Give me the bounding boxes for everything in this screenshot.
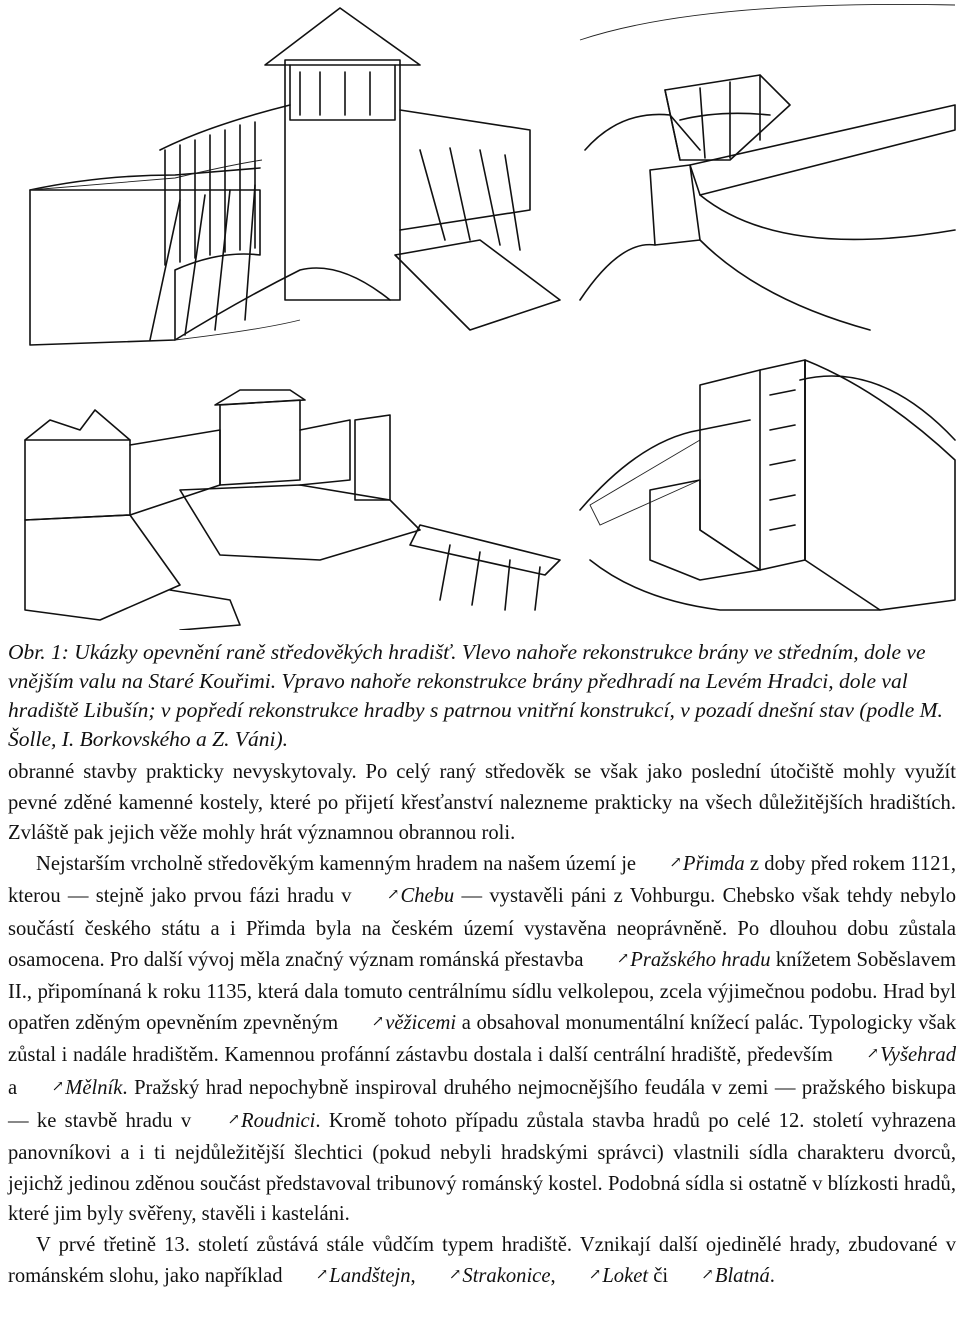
paragraph-2-text-8: . Kromě tohoto případu zůstala stavba hradů po celé 12. století vyhrazena panovníkovi a i ti nejdůležitější šlechtici (pokud nebyli hradskými správci) vlastnili sídla charakteru dvorců, jejichž jedinou zděnou součást představoval tribunový románský kostel. Podobná sídla si ostatně v blízkosti hradů, které jim byly svěřeny, stavěli i kasteláni.	[8, 1109, 956, 1226]
illustration-bottom-right	[580, 360, 955, 610]
paragraph-2-text-1: Nejstarším vrcholně středověkým kamenným hradem na našem území je	[36, 852, 642, 875]
cross-reference-loket[interactable]: Loket	[602, 1264, 649, 1287]
cross-reference-arrow-icon: ↗	[371, 1013, 385, 1030]
paragraph-3-text-5: .	[769, 1264, 775, 1287]
figure-caption: Obr. 1: Ukázky opevnění raně středověkých hradišť. Vlevo nahoře rekonstrukce brány ve středním, dole ve vnějším valu na Staré Kouřimi. Vpravo nahoře rekonstrukce brány předhradí na Levém Hradci, dole val hradiště Libušín; v popředí rekonstrukce hradby s patrnou vnitřní konstrukcí, v pozadí dnešní stav (podle M. Šolle, I. Borkovského a Z. Váni).	[8, 640, 943, 751]
cross-reference-blatna[interactable]: Blatná	[714, 1264, 770, 1287]
cross-reference-arrow-icon: ↗	[386, 887, 400, 904]
cross-reference-primda[interactable]: Přimda	[682, 852, 745, 875]
cross-reference-vysehrad[interactable]: Vyšehrad	[880, 1044, 956, 1067]
paragraph-2-text-3: — vystavěli páni z Vohburgu. Chebsko však tehdy nebylo součástí českého státu a i Přimda byla na českém území vystavěna neoprávněně. Po dlouhou dobu zůstala osamocena. Pro další vývoj měla značný význam románská přestavba	[8, 885, 957, 971]
figure-illustrations	[0, 0, 960, 630]
paragraph-2-text-5: a obsahoval monumentální knížecí palác. Typologicky však zůstal i nadále hradištěm. Kamennou profánní zástavbu dostala i další centrální hradiště, především	[8, 1011, 957, 1067]
cross-reference-vezice[interactable]: věžicemi	[385, 1011, 457, 1034]
cross-reference-strakonice[interactable]: Strakonice	[462, 1264, 551, 1287]
paragraph-1: obranné stavby prakticky nevyskytovaly. Po celý raný středověk se však jako poslední útočiště mohly využít pevné zděné kamenné kostely, které po přijetí křesťanství nalezneme prakticky na všech důležitějších hradištích. Zvláště pak jejich věže mohly hrát významnou obrannou roli.	[8, 761, 956, 845]
cross-reference-arrow-icon: ↗	[616, 950, 630, 967]
cross-reference-arrow-icon: ↗	[588, 1266, 602, 1283]
paragraph-2	[8, 849, 956, 1230]
paragraph-2-text-4: knížetem Soběslavem II., připomínaná k roku 1135, která dala tomuto centrálnímu sídlu velkolepou, zcela výjimečnou podobu. Hrad byl opatřen zděným opevněním zpevněným	[8, 948, 957, 1034]
paragraph-3-text-2: ,	[410, 1264, 421, 1287]
paragraph-3-text-4: či	[648, 1264, 674, 1287]
paragraph-3-text-1: V prvé třetině 13. století zůstává stále vůdčím typem hradiště. Vznikají další ojedinělé hrady, zbudované v románském slohu, jako například	[8, 1233, 956, 1287]
cross-reference-cheb[interactable]: Chebu	[400, 885, 455, 908]
cross-reference-landstejn[interactable]: Landštejn	[329, 1264, 411, 1287]
illustration-top-right	[580, 4, 955, 330]
paragraph-2-text-6: a	[8, 1076, 24, 1099]
cross-reference-melnik[interactable]: Mělník	[65, 1076, 123, 1099]
body-text	[8, 757, 956, 1293]
cross-reference-arrow-icon: ↗	[227, 1111, 241, 1128]
paragraph-3-text-3: ,	[550, 1264, 561, 1287]
cross-reference-prazsky-hrad[interactable]: Pražského hradu	[630, 948, 771, 971]
paragraph-2-text-7: . Pražský hrad nepochybně inspiroval druhého nejmocnějšího feudála v zemi — pražského biskupa — ke stavbě hradu v	[8, 1076, 956, 1132]
cross-reference-arrow-icon: ↗	[448, 1266, 462, 1283]
cross-reference-arrow-icon: ↗	[701, 1266, 714, 1283]
paragraph-3	[8, 1230, 956, 1293]
cross-reference-arrow-icon: ↗	[51, 1078, 65, 1095]
illustration-top-left	[30, 8, 560, 345]
cross-reference-arrow-icon: ↗	[866, 1046, 880, 1063]
paragraph-2-text-2: z doby před rokem 1121, kterou — stejně jako prvou fázi hradu v	[8, 852, 956, 908]
cross-reference-arrow-icon: ↗	[669, 854, 682, 871]
cross-reference-roudnice[interactable]: Roudnici	[241, 1109, 316, 1132]
illustration-bottom-left	[25, 390, 560, 630]
cross-reference-arrow-icon: ↗	[315, 1266, 329, 1283]
